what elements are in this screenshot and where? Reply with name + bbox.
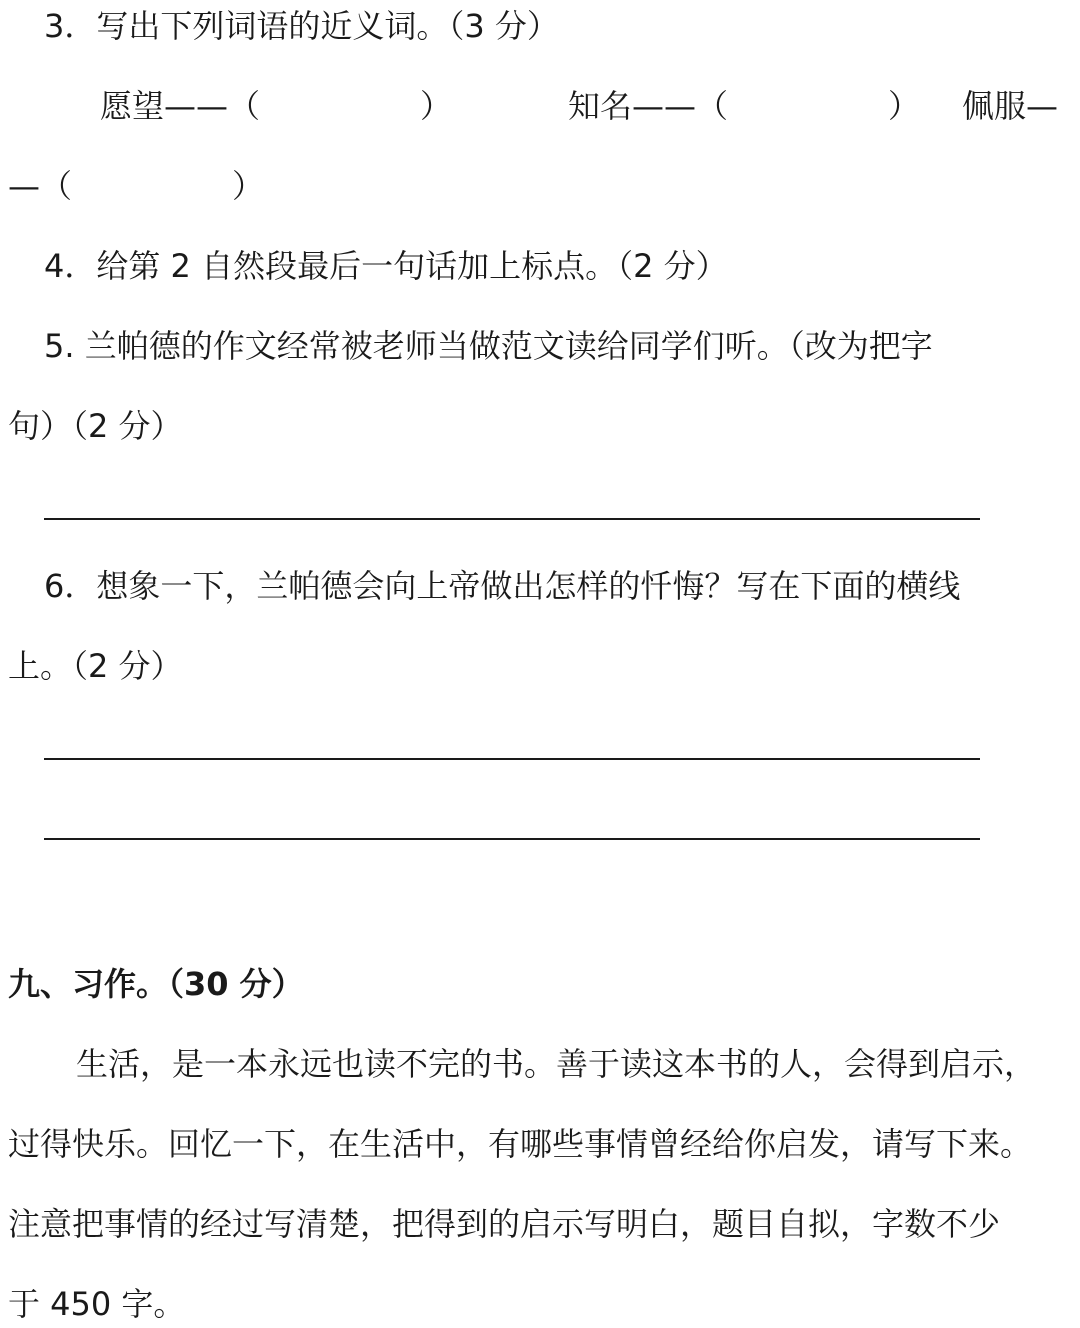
- q3-synonym-item-3-start: 佩服—: [962, 87, 1059, 125]
- section9-text-line-4: 于 450 字。: [8, 1285, 186, 1323]
- q6-prompt-line-2: 上。（2 分）: [8, 647, 183, 685]
- q5-prompt-line-1: 5. 兰帕德的作文经常被老师当做范文读给同学们听。（改为把字: [44, 327, 933, 365]
- section9-text-line-1: 生活，是一本永远也读不完的书。善于读这本书的人，会得到启示，: [76, 1045, 1037, 1083]
- q6-prompt-line-1: 6．想象一下，兰帕德会向上帝做出怎样的忏悔？写在下面的横线: [44, 567, 961, 605]
- q5-prompt-line-2: 句）（2 分）: [8, 407, 183, 445]
- q6-answer-line-1[interactable]: [44, 758, 980, 760]
- section9-text-line-3: 注意把事情的经过写清楚，把得到的启示写明白，题目自拟，字数不少: [8, 1205, 1001, 1243]
- q6-answer-line-2[interactable]: [44, 838, 980, 840]
- q4-prompt: 4．给第 2 自然段最后一句话加上标点。（2 分）: [44, 247, 728, 285]
- q3-synonym-item-1: 愿望——（ ）: [100, 87, 453, 125]
- q3-synonym-item-3-end: —（ ）: [8, 167, 265, 205]
- q3-synonym-item-2: 知名——（ ）: [568, 87, 921, 125]
- section9-heading: 九、习作。（30 分）: [8, 965, 304, 1003]
- q3-prompt: 3．写出下列词语的近义词。（3 分）: [44, 7, 559, 45]
- section9-text-line-2: 过得快乐。回忆一下，在生活中，有哪些事情曾经给你启发，请写下来。: [8, 1125, 1033, 1163]
- q5-answer-line[interactable]: [44, 518, 980, 520]
